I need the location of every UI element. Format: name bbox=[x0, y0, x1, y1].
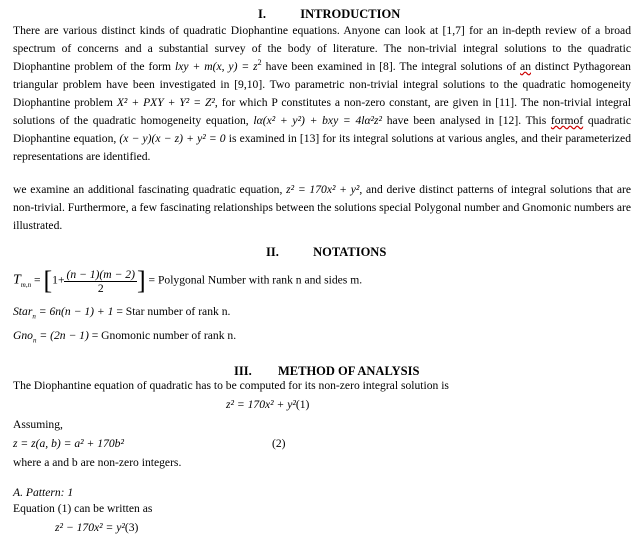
notation-subscript: n bbox=[32, 312, 36, 321]
fraction-numerator: (n − 1)(m − 2) bbox=[66, 267, 135, 281]
intro-text: formof bbox=[550, 114, 584, 127]
intro-text: an bbox=[520, 60, 531, 73]
intro-text: quadratic Diophantine equation, bbox=[13, 114, 631, 145]
section-title: INTRODUCTION bbox=[300, 7, 401, 21]
notation-symbol: T bbox=[13, 272, 21, 288]
notation-polygonal: $T_{m,n} = [1+$ $\frac{(n - 1)(m - 2)}{2}$ ] = Polygonal Number with rank n and sides m. bbox=[13, 266, 363, 295]
intro-paragraph-2 bbox=[13, 181, 631, 235]
notation-subscript: m,n bbox=[20, 280, 32, 289]
section-number: II. bbox=[266, 245, 279, 259]
fraction-denominator: 2 bbox=[97, 281, 104, 295]
notation-description: = Gnomonic number of rank n. bbox=[91, 329, 237, 342]
intro-paragraph-1: There are various distinct kinds of quadratic Diophantine equations. Anyone can look at [1,7] for an in-depth review of a broad spectrum of concerns and a substantial survey of the body of literature. The non-trivial integral solutions to the quadratic Diophantine problem of the form lxy + m(x, $y) = z^2$ have been examined in [8]. The integral solutions of an distinct Pythagorean triangular problem have been investigated in [9,10]. Two parametric non-trivial integral solutions to the quadratic homogeneity Diophantine problem X² + PXY + Y² = Z², for which P constitutes a non-zero constant, are given in [11]. The non-trivial integral solutions of the quadratic homogeneity equation, lα(x² + y²) + bxy = 4lα²z² have been analysed in [12]. This formof quadratic Diophantine equation, (x − y)(x − z) + y² = 0 is examined in [13] for its integral solutions at various angles, and their parameterized representations are identified. bbox=[13, 24, 631, 163]
section-number: I. bbox=[258, 7, 266, 21]
intro-text: is examined in [13] for its integral solutions at various angles, and their parameterized representations are identified. bbox=[13, 132, 631, 163]
section-number: III. bbox=[234, 364, 252, 378]
section-heading-intro bbox=[258, 7, 400, 22]
equation-text: z² − 170x² = y² bbox=[55, 521, 125, 534]
intro-text: distinct Pythagorean triangular problem have been investigated in [9,10]. Two parametric non-trivial integral solutions to the quadratic homogeneity Diophantine problem bbox=[13, 60, 631, 109]
equation-text: z² = 170x² + y² bbox=[226, 398, 296, 411]
section-title: NOTATIONS bbox=[313, 245, 387, 259]
equation-inline: X² + PXY + Y² = Z² bbox=[116, 96, 215, 109]
notation-formula: = (2n − 1) bbox=[39, 329, 89, 342]
equation-number: (1) bbox=[295, 398, 310, 411]
notation-formula: = 6n(n − 1) + 1 bbox=[38, 305, 114, 318]
notation-star bbox=[13, 305, 230, 320]
where-text: where a and b are non-zero integers. bbox=[13, 456, 182, 469]
intro-text: There are various distinct kinds of quadratic Diophantine equations. Anyone can look at [1,7] for an in-depth review of a broad spectrum of concerns and a substantial survey of the body of literature. The non-trivial integral solutions to the quadratic Diophantine problem of the form bbox=[13, 24, 631, 73]
equation-inline: lα(x² + y²) + bxy = 4lα²z² bbox=[253, 114, 383, 127]
equation-inline: (x − y)(x − z) + y² = 0 bbox=[119, 132, 226, 145]
intro-text: , and derive distinct patterns of integral solutions that are non-trivial. Furthermore, a few fascinating relationships between the solutions special Polygonal number and Gnomonic numbers are illustrated. bbox=[13, 183, 631, 232]
intro-text: we examine an additional fascinating quadratic equation, bbox=[13, 183, 283, 196]
equation-inline: lxy + m(x, y) = z bbox=[175, 60, 258, 73]
intro-text: have been examined in [8]. The integral solutions of bbox=[265, 60, 517, 73]
equation-number: (3) bbox=[124, 521, 139, 534]
intro-text: have been analysed in [12]. This bbox=[386, 114, 547, 127]
method-paragraph: The Diophantine equation of quadratic has to be computed for its non-zero integral solution is bbox=[13, 379, 449, 392]
notation-symbol: Gno bbox=[13, 329, 33, 342]
section-heading-method bbox=[234, 364, 419, 379]
intro-text: , for which P constitutes a non-zero constant, are given in [11]. The non-trivial integral solutions of the quadratic homogeneity equation, bbox=[13, 96, 631, 127]
polygonal-fraction bbox=[64, 268, 136, 295]
equation-1 bbox=[226, 398, 309, 411]
notation-description: = Polygonal Number with rank n and sides m. bbox=[148, 273, 363, 287]
notation-description: = Star number of rank n. bbox=[116, 305, 231, 318]
assuming-text: Assuming, bbox=[13, 418, 63, 431]
notation-symbol: Star bbox=[13, 305, 33, 318]
equation-3 bbox=[55, 521, 138, 534]
section-title: METHOD OF ANALYSIS bbox=[277, 364, 420, 378]
equation-inline: z² = 170x² + y² bbox=[286, 183, 360, 196]
notation-gnomonic bbox=[13, 329, 236, 344]
pattern-heading: A. Pattern: 1 bbox=[13, 486, 74, 499]
notation-subscript: n bbox=[32, 336, 37, 345]
rewrite-text: Equation (1) can be written as bbox=[13, 502, 153, 515]
equation-number: (2) bbox=[272, 437, 286, 450]
equation-2: z = z(a, b) = a² + 170b² bbox=[13, 437, 124, 450]
section-heading-notations bbox=[266, 245, 386, 260]
